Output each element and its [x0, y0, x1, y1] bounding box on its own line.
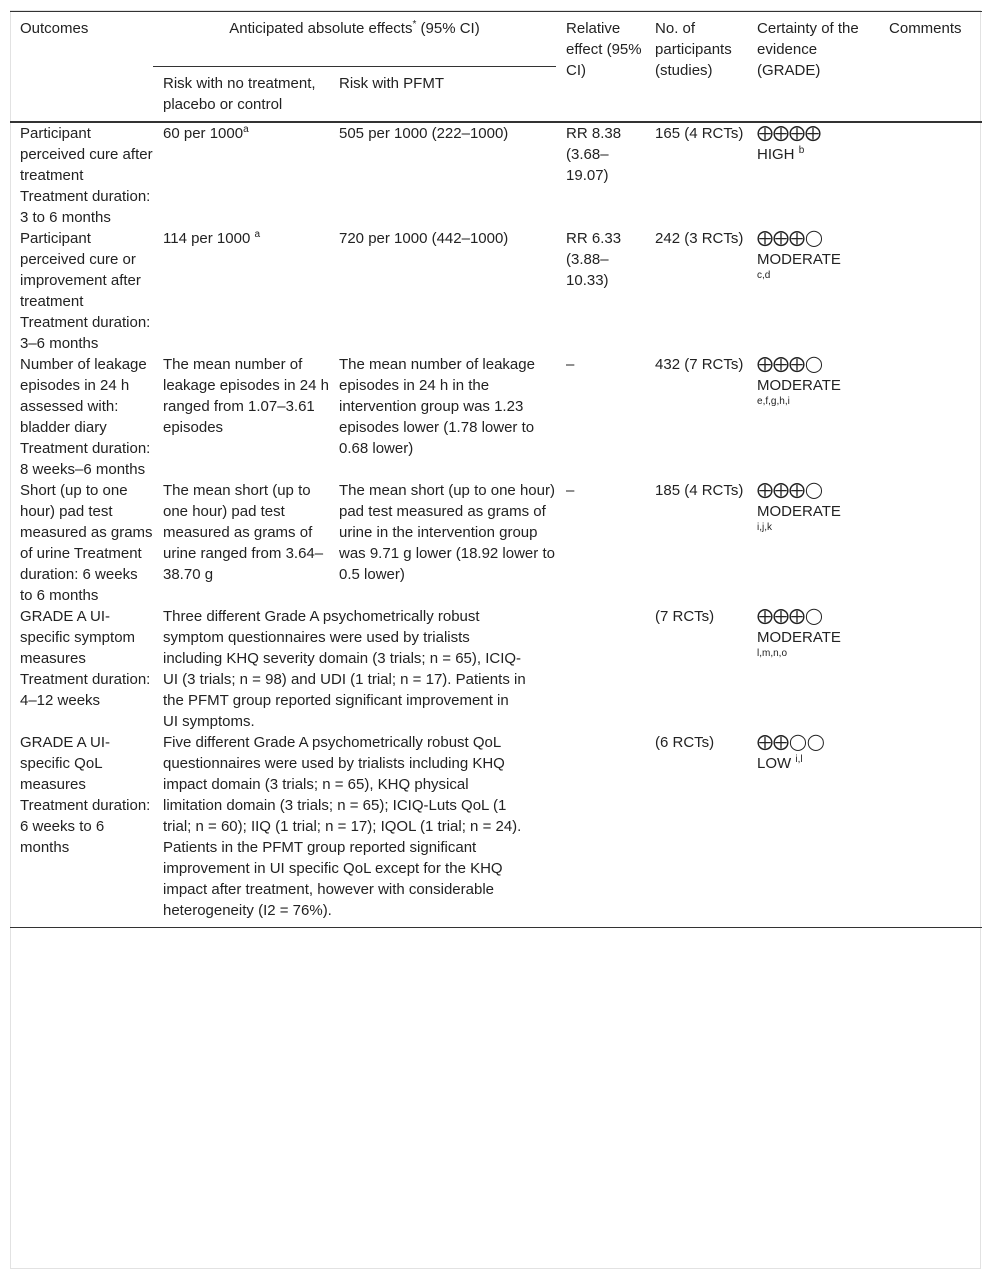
- summary-of-findings-table: [10, 11, 982, 928]
- participants-cell: (7 RCTs): [655, 608, 715, 625]
- certainty-cell: ⨁⨁⨁◯ MODERATE i,j,k: [757, 482, 841, 533]
- header-certainty: Certainty of the evidence (GRADE): [757, 20, 859, 79]
- comments-cell: [879, 480, 982, 606]
- header-risk-pfmt: Risk with PFMT: [339, 75, 444, 92]
- risk-no-treatment-cell: 60 per 1000$^a$: [163, 124, 249, 142]
- header-risk-no-treatment: Risk with no treatment, placebo or control: [163, 75, 316, 113]
- comments-cell: [879, 732, 982, 928]
- certainty-cell: ⨁⨁⨁◯ MODERATE c,d: [757, 230, 841, 281]
- risk-pfmt-cell: The mean number of leakage episodes in 24 h in the intervention group was 1.23 episodes lower (1.78 lower to 0.68 lower): [339, 356, 535, 457]
- outcome-cell: Participant perceived cure or improvement after treatment Treatment duration: 3–6 months: [20, 230, 151, 352]
- header-row: [10, 12, 982, 67]
- participants-cell: 242 (3 RCTs): [655, 230, 744, 247]
- relative-effect-cell: –: [566, 482, 575, 499]
- header-participants: No. of participants (studies): [655, 20, 732, 79]
- grade-symbols: ⨁⨁◯◯: [757, 734, 825, 751]
- outcome-cell: Short (up to one hour) pad test measured as grams of urine Treatment duration: 6 weeks to 6 months: [20, 482, 153, 604]
- outcome-cell: Number of leakage episodes in 24 h assessed with: bladder diary Treatment duration: 8 weeks–6 months: [20, 356, 151, 478]
- relative-effect-cell: [556, 606, 645, 732]
- table-row: [10, 228, 982, 354]
- relative-effect-cell: [556, 732, 645, 928]
- merged-effects-cell: Five different Grade A psychometrically robust QoL questionnaires were used by trialists including KHQ impact domain (3 trials; n = 65), KHQ physical limitation domain (3 trials; n = 65); ICIQ-Luts QoL (1 trial; n = 60); IIQ (1 trial; n = 17); IQOL (1 trial; n = 24). Patients in the PFMT group reported significant improvement in UI specific QoL except for the KHQ impact after treatment, however with considerable heterogeneity (I2 = 76%).: [153, 732, 556, 928]
- outcome-cell: Participant perceived cure after treatment Treatment duration: 3 to 6 months: [20, 125, 153, 226]
- certainty-cell: ⨁⨁⨁◯ MODERATE e,f,g,h,i: [757, 356, 841, 407]
- risk-pfmt-cell: The mean short (up to one hour) pad test measured as grams of urine in the intervention group was 9.71 g lower (18.92 lower to 0.5 lower): [339, 482, 555, 583]
- relative-effect-cell: RR 6.33 (3.88–10.33): [566, 230, 622, 289]
- table-row: [10, 480, 982, 606]
- table-row: [10, 732, 982, 928]
- header-outcomes: Outcomes: [20, 20, 89, 37]
- grade-symbols: ⨁⨁⨁◯: [757, 482, 823, 499]
- relative-effect-cell: RR 8.38 (3.68–19.07): [566, 125, 622, 184]
- participants-cell: 165 (4 RCTs): [655, 125, 744, 142]
- comments-cell: [879, 228, 982, 354]
- outcome-cell: GRADE A UI-specific QoL measures Treatment duration: 6 weeks to 6 months: [10, 732, 153, 928]
- grade-symbols: ⨁⨁⨁◯: [757, 230, 823, 247]
- table-row: [10, 354, 982, 480]
- outcome-cell: GRADE A UI-specific symptom measures Treatment duration: 4–12 weeks: [20, 608, 151, 709]
- participants-cell: 185 (4 RCTs): [655, 482, 744, 499]
- risk-no-treatment-cell: 114 per 1000 $^a$: [163, 229, 261, 247]
- risk-pfmt-cell: 505 per 1000 (222–1000): [339, 125, 509, 142]
- comments-cell: [879, 354, 982, 480]
- merged-effects-cell: Three different Grade A psychometrically robust symptom questionnaires were used by trialists including KHQ severity domain (3 trials; n = 65), ICIQ-UI (3 trials; n = 98) and UDI (1 trial; n = 17). Patients in the PFMT group reported significant improvement in UI symptoms.: [163, 608, 526, 730]
- table-row: [10, 606, 982, 732]
- header-comments: Comments: [889, 20, 962, 37]
- risk-no-treatment-cell: The mean short (up to one hour) pad test measured as grams of urine ranged from 3.64–38.70 g: [163, 482, 324, 583]
- comments-cell: [879, 122, 982, 228]
- certainty-cell: ⨁⨁⨁⨁ HIGH $^b$: [757, 125, 822, 163]
- risk-no-treatment-cell: The mean number of leakage episodes in 24 h ranged from 1.07–3.61 episodes: [163, 356, 329, 436]
- relative-effect-cell: –: [566, 356, 575, 373]
- comments-cell: [879, 606, 982, 732]
- certainty-cell: ⨁⨁⨁◯ MODERATE l,m,n,o: [757, 608, 841, 659]
- grade-symbols: ⨁⨁⨁◯: [757, 356, 823, 373]
- grade-symbols: ⨁⨁⨁◯: [757, 608, 823, 625]
- table-row: [10, 122, 982, 228]
- certainty-cell: ⨁⨁◯◯ LOW $^{i,l}$: [747, 732, 879, 928]
- participants-cell: (6 RCTs): [645, 732, 747, 928]
- header-relative-effect: Relative effect (95% CI): [566, 20, 642, 79]
- risk-pfmt-cell: 720 per 1000 (442–1000): [339, 230, 509, 247]
- participants-cell: 432 (7 RCTs): [655, 356, 744, 373]
- header-anticipated-effects: Anticipated absolute effects* (95% CI): [153, 12, 556, 67]
- grade-symbols: ⨁⨁⨁⨁: [757, 125, 822, 142]
